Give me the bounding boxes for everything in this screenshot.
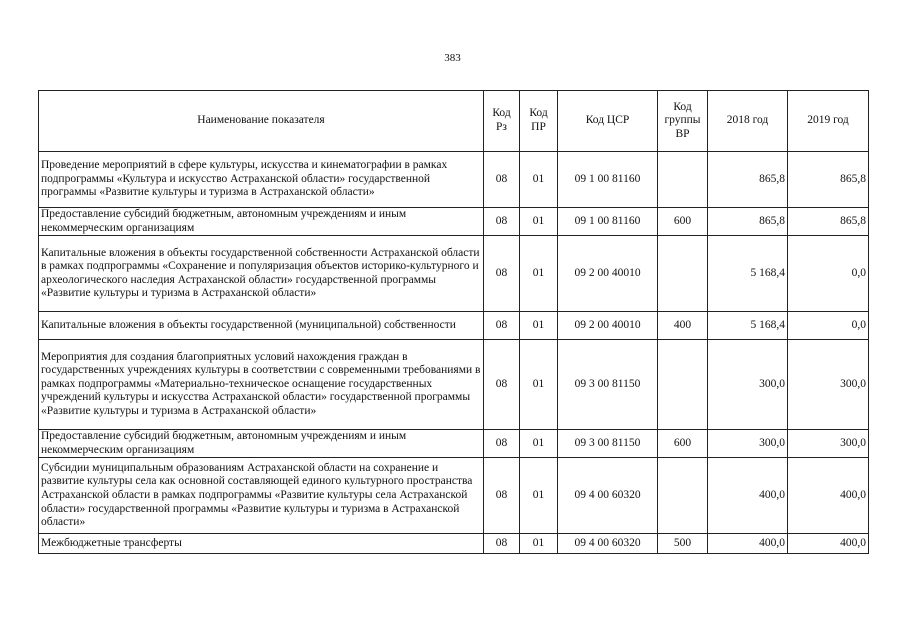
cell-vr: 400: [658, 312, 708, 340]
cell-rz: 08: [484, 208, 520, 236]
table-row: [39, 534, 869, 554]
cell-2018: 400,0: [708, 534, 788, 554]
cell-csr: 09 1 00 81160: [558, 208, 658, 236]
cell-2019: 865,8: [788, 208, 869, 236]
cell-2018: 300,0: [708, 430, 788, 458]
cell-rz: 08: [484, 340, 520, 430]
cell-pr: 01: [520, 312, 558, 340]
cell-csr: 09 4 00 60320: [558, 534, 658, 554]
cell-2019: 865,8: [788, 152, 869, 208]
cell-rz: 08: [484, 152, 520, 208]
header-name: Наименование показателя: [39, 91, 484, 152]
cell-vr: [658, 340, 708, 430]
cell-pr: 01: [520, 152, 558, 208]
cell-pr: 01: [520, 208, 558, 236]
cell-vr: 500: [658, 534, 708, 554]
cell-pr: 01: [520, 236, 558, 312]
cell-name: Предоставление субсидий бюджетным, автономным учреждениям и иным некоммерческим организациям: [39, 430, 484, 458]
page-number: 383: [444, 52, 461, 64]
cell-name: Капитальные вложения в объекты государственной (муниципальной) собственности: [39, 312, 484, 340]
cell-pr: 01: [520, 430, 558, 458]
header-pr: Код ПР: [520, 91, 558, 152]
cell-csr: 09 2 00 40010: [558, 236, 658, 312]
cell-vr: 600: [658, 208, 708, 236]
cell-2018: 400,0: [708, 458, 788, 534]
budget-table: [38, 90, 869, 554]
cell-name: Проведение мероприятий в сфере культуры, искусства и кинематографии в рамках подпрограммы «Культура и искусство Астраханской области» государственной программы «Развитие культуры и туризма в Астраханской области»: [39, 152, 484, 208]
cell-csr: 09 3 00 81150: [558, 430, 658, 458]
cell-2018: 865,8: [708, 208, 788, 236]
cell-2018: 865,8: [708, 152, 788, 208]
cell-rz: 08: [484, 312, 520, 340]
table-row: [39, 152, 869, 208]
cell-2019: 300,0: [788, 340, 869, 430]
cell-csr: 09 3 00 81150: [558, 340, 658, 430]
header-csr: Код ЦСР: [558, 91, 658, 152]
cell-csr: 09 1 00 81160: [558, 152, 658, 208]
cell-vr: [658, 152, 708, 208]
cell-2018: 5 168,4: [708, 312, 788, 340]
cell-name: Предоставление субсидий бюджетным, автономным учреждениям и иным некоммерческим организациям: [39, 208, 484, 236]
cell-rz: 08: [484, 458, 520, 534]
cell-2018: 5 168,4: [708, 236, 788, 312]
cell-rz: 08: [484, 430, 520, 458]
cell-vr: [658, 458, 708, 534]
cell-name: Межбюджетные трансферты: [39, 534, 484, 554]
cell-pr: 01: [520, 534, 558, 554]
cell-csr: 09 2 00 40010: [558, 312, 658, 340]
cell-pr: 01: [520, 340, 558, 430]
cell-name: Субсидии муниципальным образованиям Астраханской области на сохранение и развитие культуры села как основной составляющей единого культурного пространства Астраханской области в рамках подпрограммы «Развитие культуры села Астраханской области» государственной программы «Развитие культуры и туризма в Астраханской области»: [39, 458, 484, 534]
cell-2018: 300,0: [708, 340, 788, 430]
header-vr: Код группы ВР: [658, 91, 708, 152]
table-row: [39, 236, 869, 312]
cell-name: Капитальные вложения в объекты государственной собственности Астраханской области в рамках подпрограммы «Сохранение и популяризация объектов историко-культурного и археологического наследия Астраханской области» государственной программы «Развитие культуры и туризма в Астраханской области»: [39, 236, 484, 312]
cell-2019: 0,0: [788, 236, 869, 312]
header-rz: Код Рз: [484, 91, 520, 152]
header-2018: 2018 год: [708, 91, 788, 152]
table-row: [39, 430, 869, 458]
header-2019: 2019 год: [788, 91, 869, 152]
cell-2019: 300,0: [788, 430, 869, 458]
cell-2019: 0,0: [788, 312, 869, 340]
cell-vr: [658, 236, 708, 312]
cell-name: Мероприятия для создания благоприятных условий нахождения граждан в государственных учреждениях культуры в соответствии с современными требованиями в рамках подпрограммы «Материально-техническое оснащение государственных учреждений культуры и искусства Астраханской области» государственной программы «Развитие культуры и туризма в Астраханской области»: [39, 340, 484, 430]
cell-pr: 01: [520, 458, 558, 534]
table-row: [39, 312, 869, 340]
table-row: [39, 458, 869, 534]
table-row: [39, 340, 869, 430]
cell-rz: 08: [484, 534, 520, 554]
cell-2019: 400,0: [788, 534, 869, 554]
cell-vr: 600: [658, 430, 708, 458]
cell-2019: 400,0: [788, 458, 869, 534]
cell-rz: 08: [484, 236, 520, 312]
table-row: [39, 208, 869, 236]
table-header-row: [39, 91, 869, 152]
cell-csr: 09 4 00 60320: [558, 458, 658, 534]
